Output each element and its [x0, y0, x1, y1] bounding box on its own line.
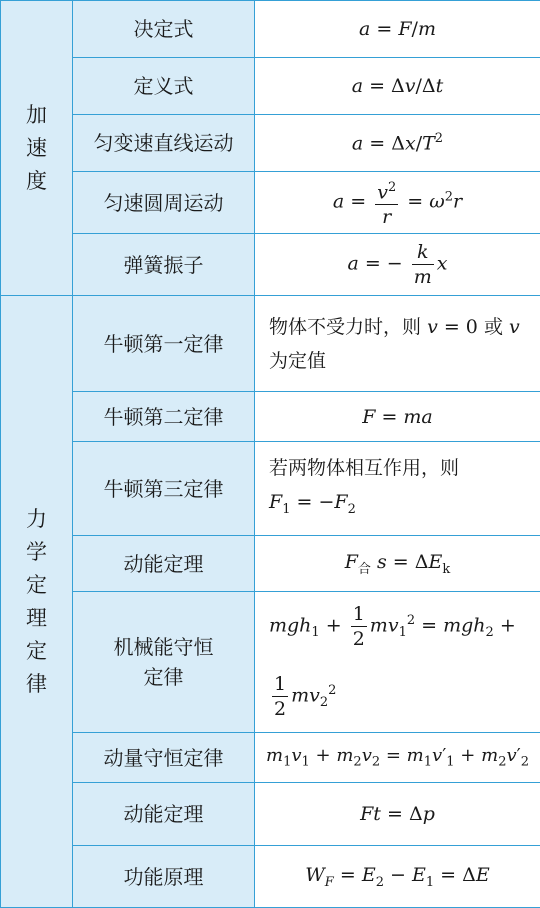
row-name: 牛顿第一定律 [73, 296, 255, 392]
group-label-text [1, 503, 72, 701]
group-label-acceleration [1, 1, 73, 296]
formula-text: 为定值 [269, 350, 326, 372]
group-label-char: 定 [1, 635, 72, 668]
table-row [1, 536, 540, 592]
row-name: 动能定理 [73, 783, 255, 846]
row-name: 功能原理 [73, 846, 255, 908]
row-name [73, 592, 255, 733]
group-label-mechanics [1, 296, 73, 908]
formula-cell: a = − $\frac{k}{m}$ x [255, 234, 540, 296]
formula-text: 若两物体相互作用，则 [269, 457, 459, 479]
table-row [1, 442, 540, 536]
row-name: 匀速圆周运动 [73, 172, 255, 234]
row-name-line: 机械能守恒 [114, 635, 214, 659]
row-name-line: 定律 [144, 665, 184, 689]
row-name: 决定式 [73, 1, 255, 58]
formula-text: 或 [484, 316, 503, 338]
table-row [1, 783, 540, 846]
group-label-text [1, 99, 72, 198]
table-row [1, 234, 540, 296]
fraction: $\frac{k}{m}$ [412, 240, 434, 289]
formula-text: 物体不受力时，则 [269, 316, 421, 338]
group-label-char: 速 [1, 132, 72, 165]
formula-cell: a = $\frac{v^2}{r}$ = $\omega^2r$ [255, 172, 540, 234]
group-label-char: 理 [1, 602, 72, 635]
formula-cell: Ft = Δp [255, 783, 540, 846]
table-row [1, 733, 540, 783]
group-label-char: 定 [1, 569, 72, 602]
table-row [1, 58, 540, 115]
row-name: 匀变速直线运动 [73, 115, 255, 172]
fraction: $\frac{v^2}{r}$ [375, 176, 398, 229]
table-row [1, 846, 540, 908]
formula-cell: a = F/m [255, 1, 540, 58]
formula-cell: $m_1v_1 + m_2v_2 = m_1v'_1 + m_2v'_2$ [255, 733, 540, 783]
row-name: 动能定理 [73, 536, 255, 592]
fraction: $\frac{1}{2}$ [351, 602, 367, 651]
formula-cell: a = Δv/Δt [255, 58, 540, 115]
formula-cell: mgh$_1$ + $\frac{1}{2}$ $mv_1^2 = mgh_2$ + $\frac{1}{2}$ $mv_2^2$ [255, 592, 540, 733]
formula-cell: 物体不受力时，则 v = 0 或 v 为定值 [255, 296, 540, 392]
row-name: 弹簧振子 [73, 234, 255, 296]
group-label-char: 学 [1, 536, 72, 569]
formula-cell: $W_F = E_2 - E_1 = \Delta E$ [255, 846, 540, 908]
row-name: 定义式 [73, 58, 255, 115]
row-name: 牛顿第三定律 [73, 442, 255, 536]
table-row [1, 115, 540, 172]
row-name: 牛顿第二定律 [73, 392, 255, 442]
table-row [1, 392, 540, 442]
group-label-char: 律 [1, 668, 72, 701]
group-label-char: 力 [1, 503, 72, 536]
table-row [1, 1, 540, 58]
group-label-char: 加 [1, 99, 72, 132]
formula-cell: $a = \Delta x/T^2$ [255, 115, 540, 172]
subscript-he: 合 [358, 561, 371, 576]
group-label-char: 度 [1, 165, 72, 198]
formula-cell: 若两物体相互作用，则 $F_1 = -F_2$ [255, 442, 540, 536]
formula-cell: F = ma [255, 392, 540, 442]
table-row [1, 592, 540, 733]
table-row [1, 172, 540, 234]
formula-cell: $F_合$ $s = \Delta E_k$ [255, 536, 540, 592]
fraction: $\frac{1}{2}$ [272, 672, 288, 721]
table-row [1, 296, 540, 392]
row-name: 动量守恒定律 [73, 733, 255, 783]
